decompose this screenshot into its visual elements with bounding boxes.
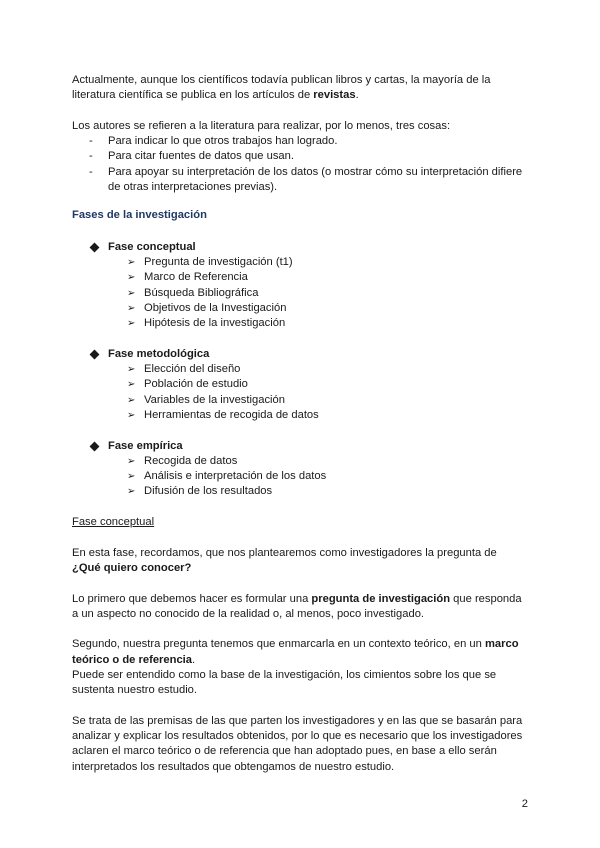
section-heading: Fases de la investigación xyxy=(72,209,207,222)
list-item-text: Pregunta de investigación (t1) xyxy=(144,255,293,268)
list-item-text: Difusión de los resultados xyxy=(144,485,273,498)
list-item-text: Elección del diseño xyxy=(144,363,241,376)
phase-items xyxy=(72,362,528,423)
body-text: En esta fase, recordamos, que nos plantearemos como investigadores la pregunta de xyxy=(72,546,497,559)
list-item xyxy=(72,484,528,499)
body-paragraph-4: Puede ser entendido como la base de la investigación, los cimientos sobre los que se sustenta nuestro estudio. xyxy=(72,668,497,697)
body-text: que responda a un aspecto no conocido de la realidad o, al menos, poco investigado. xyxy=(72,592,522,620)
body-text: Lo primero que debemos hacer es formular una xyxy=(72,592,312,605)
body-text: Segundo, nuestra pregunta tenemos que enmarcarla en un contexto teórico, en un xyxy=(72,638,485,651)
list-item-text: Hipótesis de la investigación xyxy=(144,317,286,330)
list-item xyxy=(72,301,528,316)
arrow-bullet-icon: ➢ xyxy=(127,486,136,498)
list-item-text: Recogida de datos xyxy=(144,454,238,467)
arrow-bullet-icon: ➢ xyxy=(127,256,136,268)
diamond-bullet-icon xyxy=(90,242,100,252)
list-item-text: Análisis e interpretación de los datos xyxy=(144,470,327,483)
body-bold: ¿Qué quiero conocer? xyxy=(72,561,192,574)
arrow-bullet-icon: ➢ xyxy=(127,471,136,483)
body-bold: pregunta de investigación xyxy=(311,592,451,605)
phase-title xyxy=(72,240,528,255)
list-item xyxy=(72,377,528,392)
list-item-text: Población de estudio xyxy=(144,378,248,391)
body-paragraph-3 xyxy=(72,637,528,668)
phase-empirica xyxy=(72,439,528,500)
phase-items xyxy=(72,454,528,500)
phase-items xyxy=(72,255,528,331)
list-item xyxy=(72,408,528,423)
arrow-bullet-icon: ➢ xyxy=(127,379,136,391)
arrow-bullet-icon: ➢ xyxy=(127,272,136,284)
dash-marker: - xyxy=(89,150,93,163)
list-item xyxy=(72,393,528,408)
arrow-bullet-icon: ➢ xyxy=(127,409,136,421)
list-item xyxy=(72,454,528,469)
body-bold: marco teórico o de referencia xyxy=(72,638,519,666)
intro-text: Actualmente, aunque los científicos todavía publican libros y cartas, la mayoría de la literatura científica se publica en los artículos de xyxy=(72,74,491,102)
dash-marker: - xyxy=(89,165,93,178)
arrow-bullet-icon: ➢ xyxy=(127,318,136,330)
phase-title-text: Fase empírica xyxy=(108,439,183,452)
list-item xyxy=(72,134,528,149)
phase-title-text: Fase conceptual xyxy=(108,240,196,253)
subheading-fase-conceptual: Fase conceptual xyxy=(72,516,155,529)
body-paragraph-1 xyxy=(72,546,528,577)
list-item xyxy=(72,469,528,484)
list-item-text: Objetivos de la Investigación xyxy=(144,301,287,314)
phase-conceptual xyxy=(72,240,528,332)
arrow-bullet-icon: ➢ xyxy=(127,302,136,314)
intro-period: . xyxy=(355,89,359,102)
list-item-text: Para citar fuentes de datos que usan. xyxy=(108,150,294,163)
list-item xyxy=(72,255,528,270)
intro-bold-revistas: revistas xyxy=(313,89,356,102)
list-item-text: Variables de la investigación xyxy=(144,393,285,406)
arrow-bullet-icon: ➢ xyxy=(127,394,136,406)
body-text: . xyxy=(192,653,196,666)
purposes-list xyxy=(72,134,528,195)
list-item xyxy=(72,149,528,164)
list-item-text: Búsqueda Bibliográfica xyxy=(144,286,259,299)
diamond-bullet-icon xyxy=(90,441,100,451)
body-paragraph-2 xyxy=(72,592,528,623)
authors-paragraph: Los autores se refieren a la literatura para realizar, por lo menos, tres cosas: xyxy=(72,119,451,132)
list-item xyxy=(72,286,528,301)
list-item-text: Herramientas de recogida de datos xyxy=(144,408,319,421)
phase-title xyxy=(72,347,528,362)
phase-title-text: Fase metodológica xyxy=(108,347,210,360)
arrow-bullet-icon: ➢ xyxy=(127,287,136,299)
body-paragraph-5: Se trata de las premisas de las que parten los investigadores y en las que se basarán para analizar y explicar los resultados obtenidos, por lo que es necesario que los investigadores aclaren el marco teórico o de referencia que han adoptado pues, en base a ello serán interpretados los resultados que obtengamos de nuestro estudio. xyxy=(72,714,523,773)
list-item xyxy=(72,270,528,285)
dash-marker: - xyxy=(89,135,93,148)
diamond-bullet-icon xyxy=(90,349,100,359)
list-item-text: Para apoyar su interpretación de los datos (o mostrar cómo su interpretación difiere de otras interpretaciones previas). xyxy=(108,165,523,194)
list-item xyxy=(72,165,528,196)
intro-paragraph xyxy=(72,73,528,104)
arrow-bullet-icon: ➢ xyxy=(127,455,136,467)
list-item-text: Marco de Referencia xyxy=(144,271,248,284)
list-item xyxy=(72,316,528,331)
arrow-bullet-icon: ➢ xyxy=(127,364,136,376)
page-number: 2 xyxy=(521,798,528,810)
document-page xyxy=(72,73,528,775)
list-item-text: Para indicar lo que otros trabajos han logrado. xyxy=(108,135,338,148)
phase-metodologica xyxy=(72,347,528,423)
phase-title xyxy=(72,439,528,454)
list-item xyxy=(72,362,528,377)
